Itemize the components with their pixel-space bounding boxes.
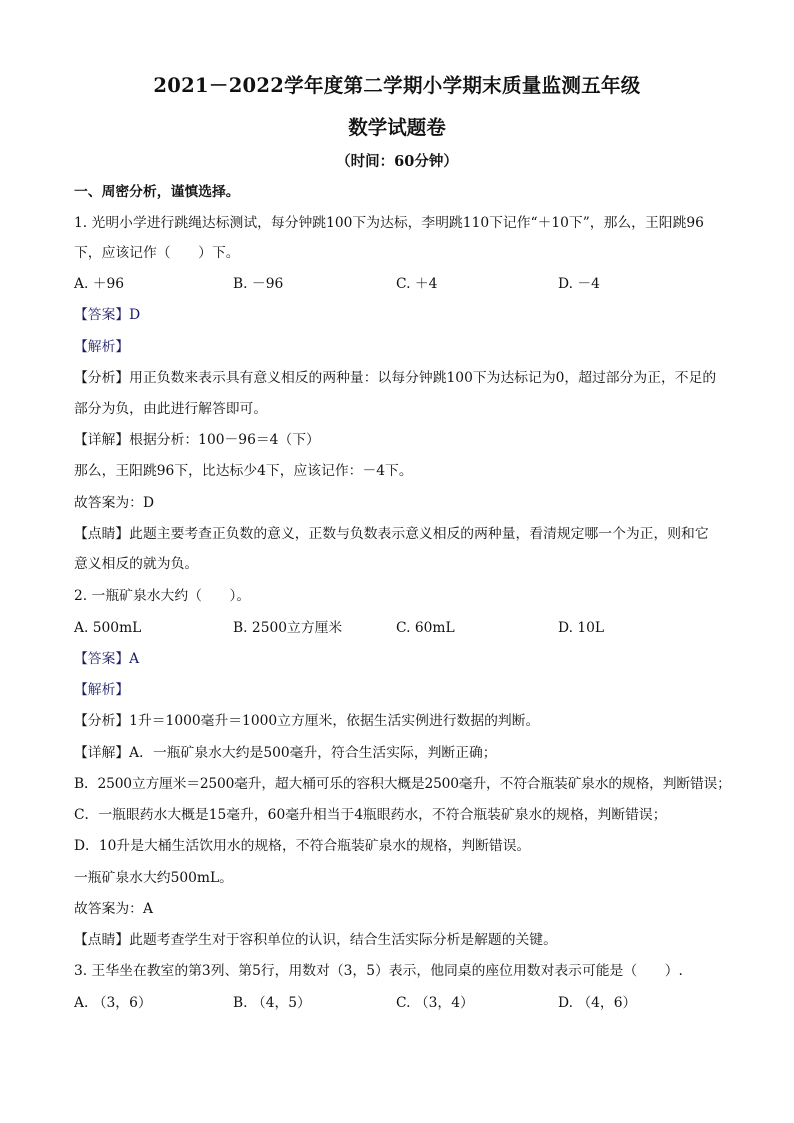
q1-stem-line2: 下，应该记作（ ）下。 [74,245,240,261]
q1-xiangjie-line1: 【详解】根据分析：100－96＝4（下） [74,432,320,448]
q2-option-c: C. 60mL [396,620,455,636]
q1-option-b: B. －96 [233,276,284,292]
q3-stem: 3. 王华坐在教室的第3列、第5行，用数对（3，5）表示，他同桌的座位用数对表示可能是（ ）. [74,963,683,979]
q1-fenxi-line1: 【分析】用正负数来表示具有意义相反的两种量：以每分钟跳100下为达标记为0，超过部分为正，不足的 [74,370,717,386]
q2-answer: 【答案】A [74,651,140,667]
exam-subtitle: 数学试题卷 [348,116,446,139]
q1-answer: 【答案】D [74,307,141,323]
q1-analysis-tag: 【解析】 [74,339,130,355]
q1-option-d: D. －4 [558,276,600,292]
q2-option-a: A. 500mL [74,620,142,636]
q1-xiangjie-line2: 那么，王阳跳96下，比达标少4下，应该记作：－4下。 [74,463,413,479]
q3-option-d: D. （4，6） [558,995,637,1011]
q2-stem: 2. 一瓶矿泉水大约（ ）。 [74,588,251,604]
q2-fenxi: 【分析】1升＝1000毫升＝1000立方厘米，依据生活实例进行数据的判断。 [74,713,540,729]
section-heading: 一、周密分析，谨慎选择。 [74,184,240,200]
exam-time-note: （时间：60分钟） [336,153,458,170]
q1-dianjing-line2: 意义相反的就为负。 [74,556,199,572]
q1-stem-line1: 1. 光明小学进行跳绳达标测试，每分钟跳100下为达标，李明跳110下记作“＋10下”，那么，王阳跳96 [74,215,704,231]
q2-summary: 一瓶矿泉水大约500mL。 [74,870,233,886]
q1-final-answer: 故答案为：D [74,495,155,511]
q1-dianjing-line1: 【点睛】此题主要考查正负数的意义，正数与负数表示意义相反的两种量，看清规定哪一个为正，则和它 [74,526,709,542]
q1-fenxi-line2: 部分为负，由此进行解答即可。 [74,401,268,417]
q2-dianjing: 【点睛】此题考查学生对于容积单位的认识，结合生活实际分析是解题的关键。 [74,932,557,948]
q2-xiangjie-d: D．10升是大桶生活饮用水的规格，不符合瓶装矿泉水的规格，判断错误。 [74,838,531,854]
q2-final-answer: 故答案为：A [74,901,153,917]
q3-option-b: B. （4，5） [233,995,311,1011]
q3-option-c: C. （3，4） [396,995,474,1011]
q1-option-c: C. ＋4 [396,276,438,292]
q2-xiangjie-b: B．2500立方厘米＝2500毫升，超大桶可乐的容积大概是2500毫升，不符合瓶装矿泉水的规格，判断错误； [74,776,731,792]
exam-title: 2021－2022学年度第二学期小学期末质量监测五年级 [153,74,641,97]
q2-xiangjie-a: 【详解】A．一瓶矿泉水大约是500毫升，符合生活实际，判断正确； [74,745,497,761]
q2-option-b: B. 2500立方厘米 [233,620,343,636]
q1-option-a: A. ＋96 [74,276,125,292]
q2-option-d: D. 10L [558,620,605,636]
q2-xiangjie-c: C．一瓶眼药水大概是15毫升，60毫升相当于4瓶眼药水，不符合瓶装矿泉水的规格，判断错误； [74,807,667,823]
q3-option-a: A. （3，6） [74,995,152,1011]
q2-analysis-tag: 【解析】 [74,682,130,698]
